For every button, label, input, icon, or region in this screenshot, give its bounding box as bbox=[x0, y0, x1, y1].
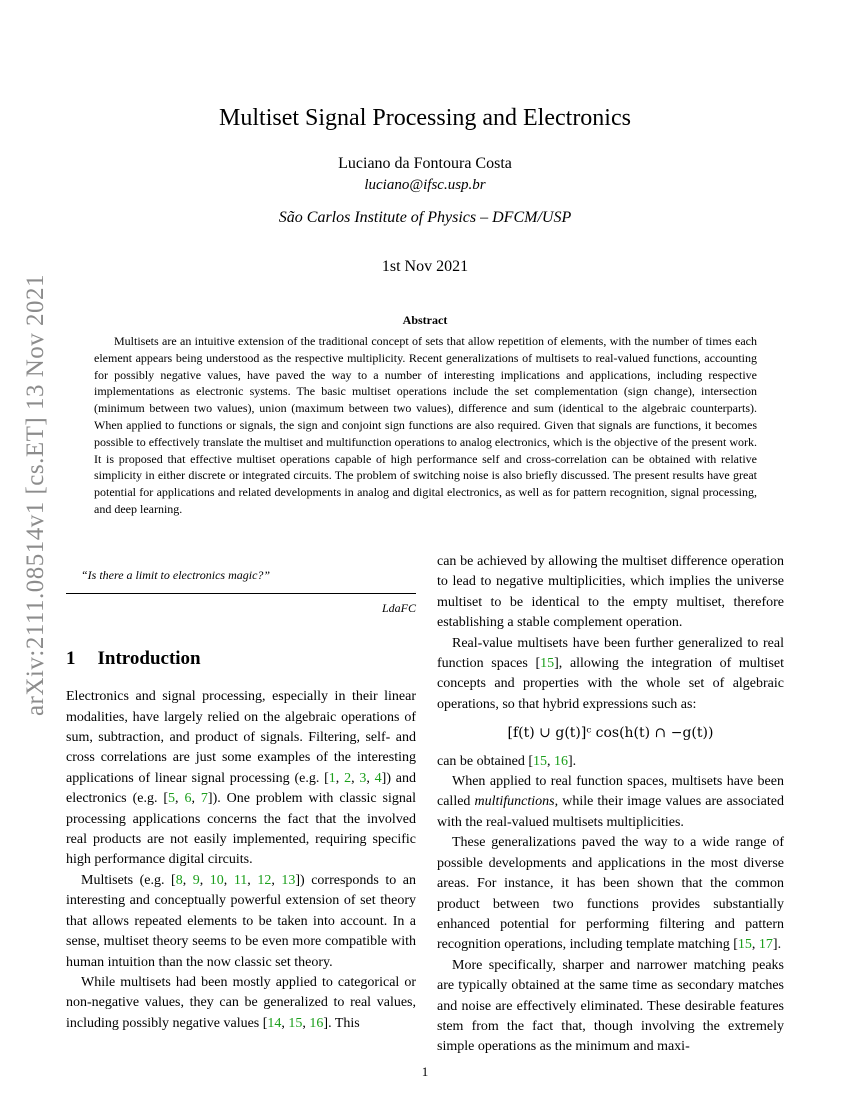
paper-date: 1st Nov 2021 bbox=[381, 258, 469, 275]
section-heading bbox=[66, 649, 416, 669]
citation-link[interactable]: 16 bbox=[309, 1015, 324, 1031]
abstract-heading: Abstract bbox=[402, 313, 448, 327]
citation-link[interactable]: 14 bbox=[267, 1015, 282, 1031]
citation-link[interactable]: 10 bbox=[209, 872, 224, 888]
citation-link[interactable]: 17 bbox=[758, 937, 773, 953]
citation-link[interactable]: 8 bbox=[175, 872, 183, 888]
page-number: 1 bbox=[421, 1064, 429, 1079]
citation-link[interactable]: 15 bbox=[288, 1015, 303, 1031]
intro-paragraph-3: While multisets had been mostly applied to categorical or non-negative values, they can be generalized to real values, including possibly negative values [14, 15, 16]. This bbox=[66, 974, 416, 1031]
abstract-body: Multisets are an intuitive extension of the traditional concept of sets that allow repetition of elements, with the number of times each element appears being understood as the respective multiplicity. Recent generalizations of multisets to real-valued functions, accounting for possibly negative values, have paved the way to a number of interesting implications and applications, including respective implementations as electronic systems. The basic multiset operations include the set complementation (sign change), intersection (minimum between two values), union (maximum between two values), difference and sum (identical to the algebraic counterparts). When applied to functions or signals, the sign and conjoint sign functions are also required. Given that signals are functions, it becomes possible to effectively translate the multiset and multifunction operations to analog electronics, which is the objective of the present work. It is proposed that effective multiset operations capable of high performance self and cross-correlation can be obtained with relative simplicity in either discrete or integrated circuits. The problem of switching noise is also briefly discussed. The present results have great potential for applications and related developments in analog and digital electronics, as well as for pattern recognition, signal processing, and deep learning. bbox=[94, 334, 757, 516]
citation-link[interactable]: 1 bbox=[328, 770, 336, 786]
citation-link[interactable]: 6 bbox=[184, 791, 192, 807]
right-paragraph-6: More specifically, sharper and narrower matching peaks are typically obtained at the same time as secondary matches and noise are effectively eliminated. These desirable features stem from the fact that, though involving the extremely simple operations as the minimum and maxi- bbox=[437, 957, 784, 1055]
citation-link[interactable]: 15 bbox=[737, 937, 752, 953]
citation-link[interactable]: 15 bbox=[540, 656, 555, 672]
citation-link[interactable]: 4 bbox=[374, 770, 382, 786]
citation-link[interactable]: 3 bbox=[359, 770, 367, 786]
citation-link[interactable]: 2 bbox=[344, 770, 352, 786]
author-name: Luciano da Fontoura Costa bbox=[338, 155, 512, 172]
arxiv-identifier bbox=[6, 273, 66, 717]
right-paragraph-2: Real-value multisets have been further generalized to real function spaces [15], allowing the integration of multiset concepts and properties with the whole set of algebraic operations, so that hybrid expressions such as: bbox=[437, 635, 785, 712]
epigraph-author: LdaFC bbox=[381, 601, 416, 616]
right-paragraph-5: These generalizations paved the way to a wide range of possible developments and applications in the most diverse areas. For instance, it has been shown that the common product between two functions provides substantially enhanced potential for performing filtering and pattern recognition operations, including template matching [15, 17]. bbox=[437, 835, 784, 953]
right-paragraph-1: can be achieved by allowing the multiset difference operation to lead to negative multiplicities, which implies the universe multiset to be identical to the empty multiset, therefore establishing a stable complement operation. bbox=[437, 554, 784, 631]
section-number: 1 bbox=[66, 647, 76, 669]
citation-link[interactable]: 5 bbox=[168, 791, 176, 807]
epigraph-quote: “Is there a limit to electronics magic?” bbox=[81, 568, 271, 582]
section-title: Introduction bbox=[97, 647, 201, 669]
left-column bbox=[66, 565, 416, 1034]
right-paragraph-4: When applied to real function spaces, multisets have been called multifunctions, while their image values are associated with the real-valued multisets multiplicities. bbox=[437, 774, 785, 830]
math-formula: [f(t) ∪ g(t)]ᶜ cos(h(t) ∩ −g(t)) bbox=[507, 725, 714, 742]
citation-link[interactable]: 11 bbox=[233, 872, 248, 888]
citation-link[interactable]: 15 bbox=[533, 753, 548, 769]
author-email: luciano@ifsc.usp.br bbox=[364, 177, 486, 193]
author-affiliation: São Carlos Institute of Physics – DFCM/USP bbox=[278, 209, 572, 226]
intro-paragraph-1: Electronics and signal processing, especially in their linear modalities, have largely relied on the algebraic operations of sum, subtraction, and product of signals. Filtering, self- and cross correlations are just some examples of the interesting applications of linear signal processing (e.g. [1, 2, 3, 4]) and electronics (e.g. [5, 6, 7]). One problem with classic signal processing applications concerns the fact that the involved real products are not easily implemented, requiring specific high performance digital circuits. bbox=[66, 689, 417, 868]
citation-link[interactable]: 16 bbox=[554, 753, 569, 769]
epigraph-rule bbox=[66, 593, 416, 594]
citation-link[interactable]: 7 bbox=[200, 791, 208, 807]
paper-title: Multiset Signal Processing and Electronics bbox=[219, 105, 631, 131]
citation-link[interactable]: 13 bbox=[281, 872, 296, 888]
citation-link[interactable]: 9 bbox=[192, 872, 200, 888]
intro-paragraph-2: Multisets (e.g. [8, 9, 10, 11, 12, 13]) corresponds to an interesting and conceptually powerful extension of set theory that allows repeated elements to be taken into account. In a sense, multiset theory seems to be even more compatible with human intuition than the now classic set theory. bbox=[66, 872, 417, 970]
citation-link[interactable]: 12 bbox=[257, 872, 272, 888]
arxiv-id-text: arXiv:2111.08514v1 [cs.ET] 13 Nov 2021 bbox=[22, 273, 49, 717]
right-column bbox=[437, 552, 784, 1058]
right-paragraph-3: can be obtained [15, 16]. bbox=[437, 753, 577, 769]
